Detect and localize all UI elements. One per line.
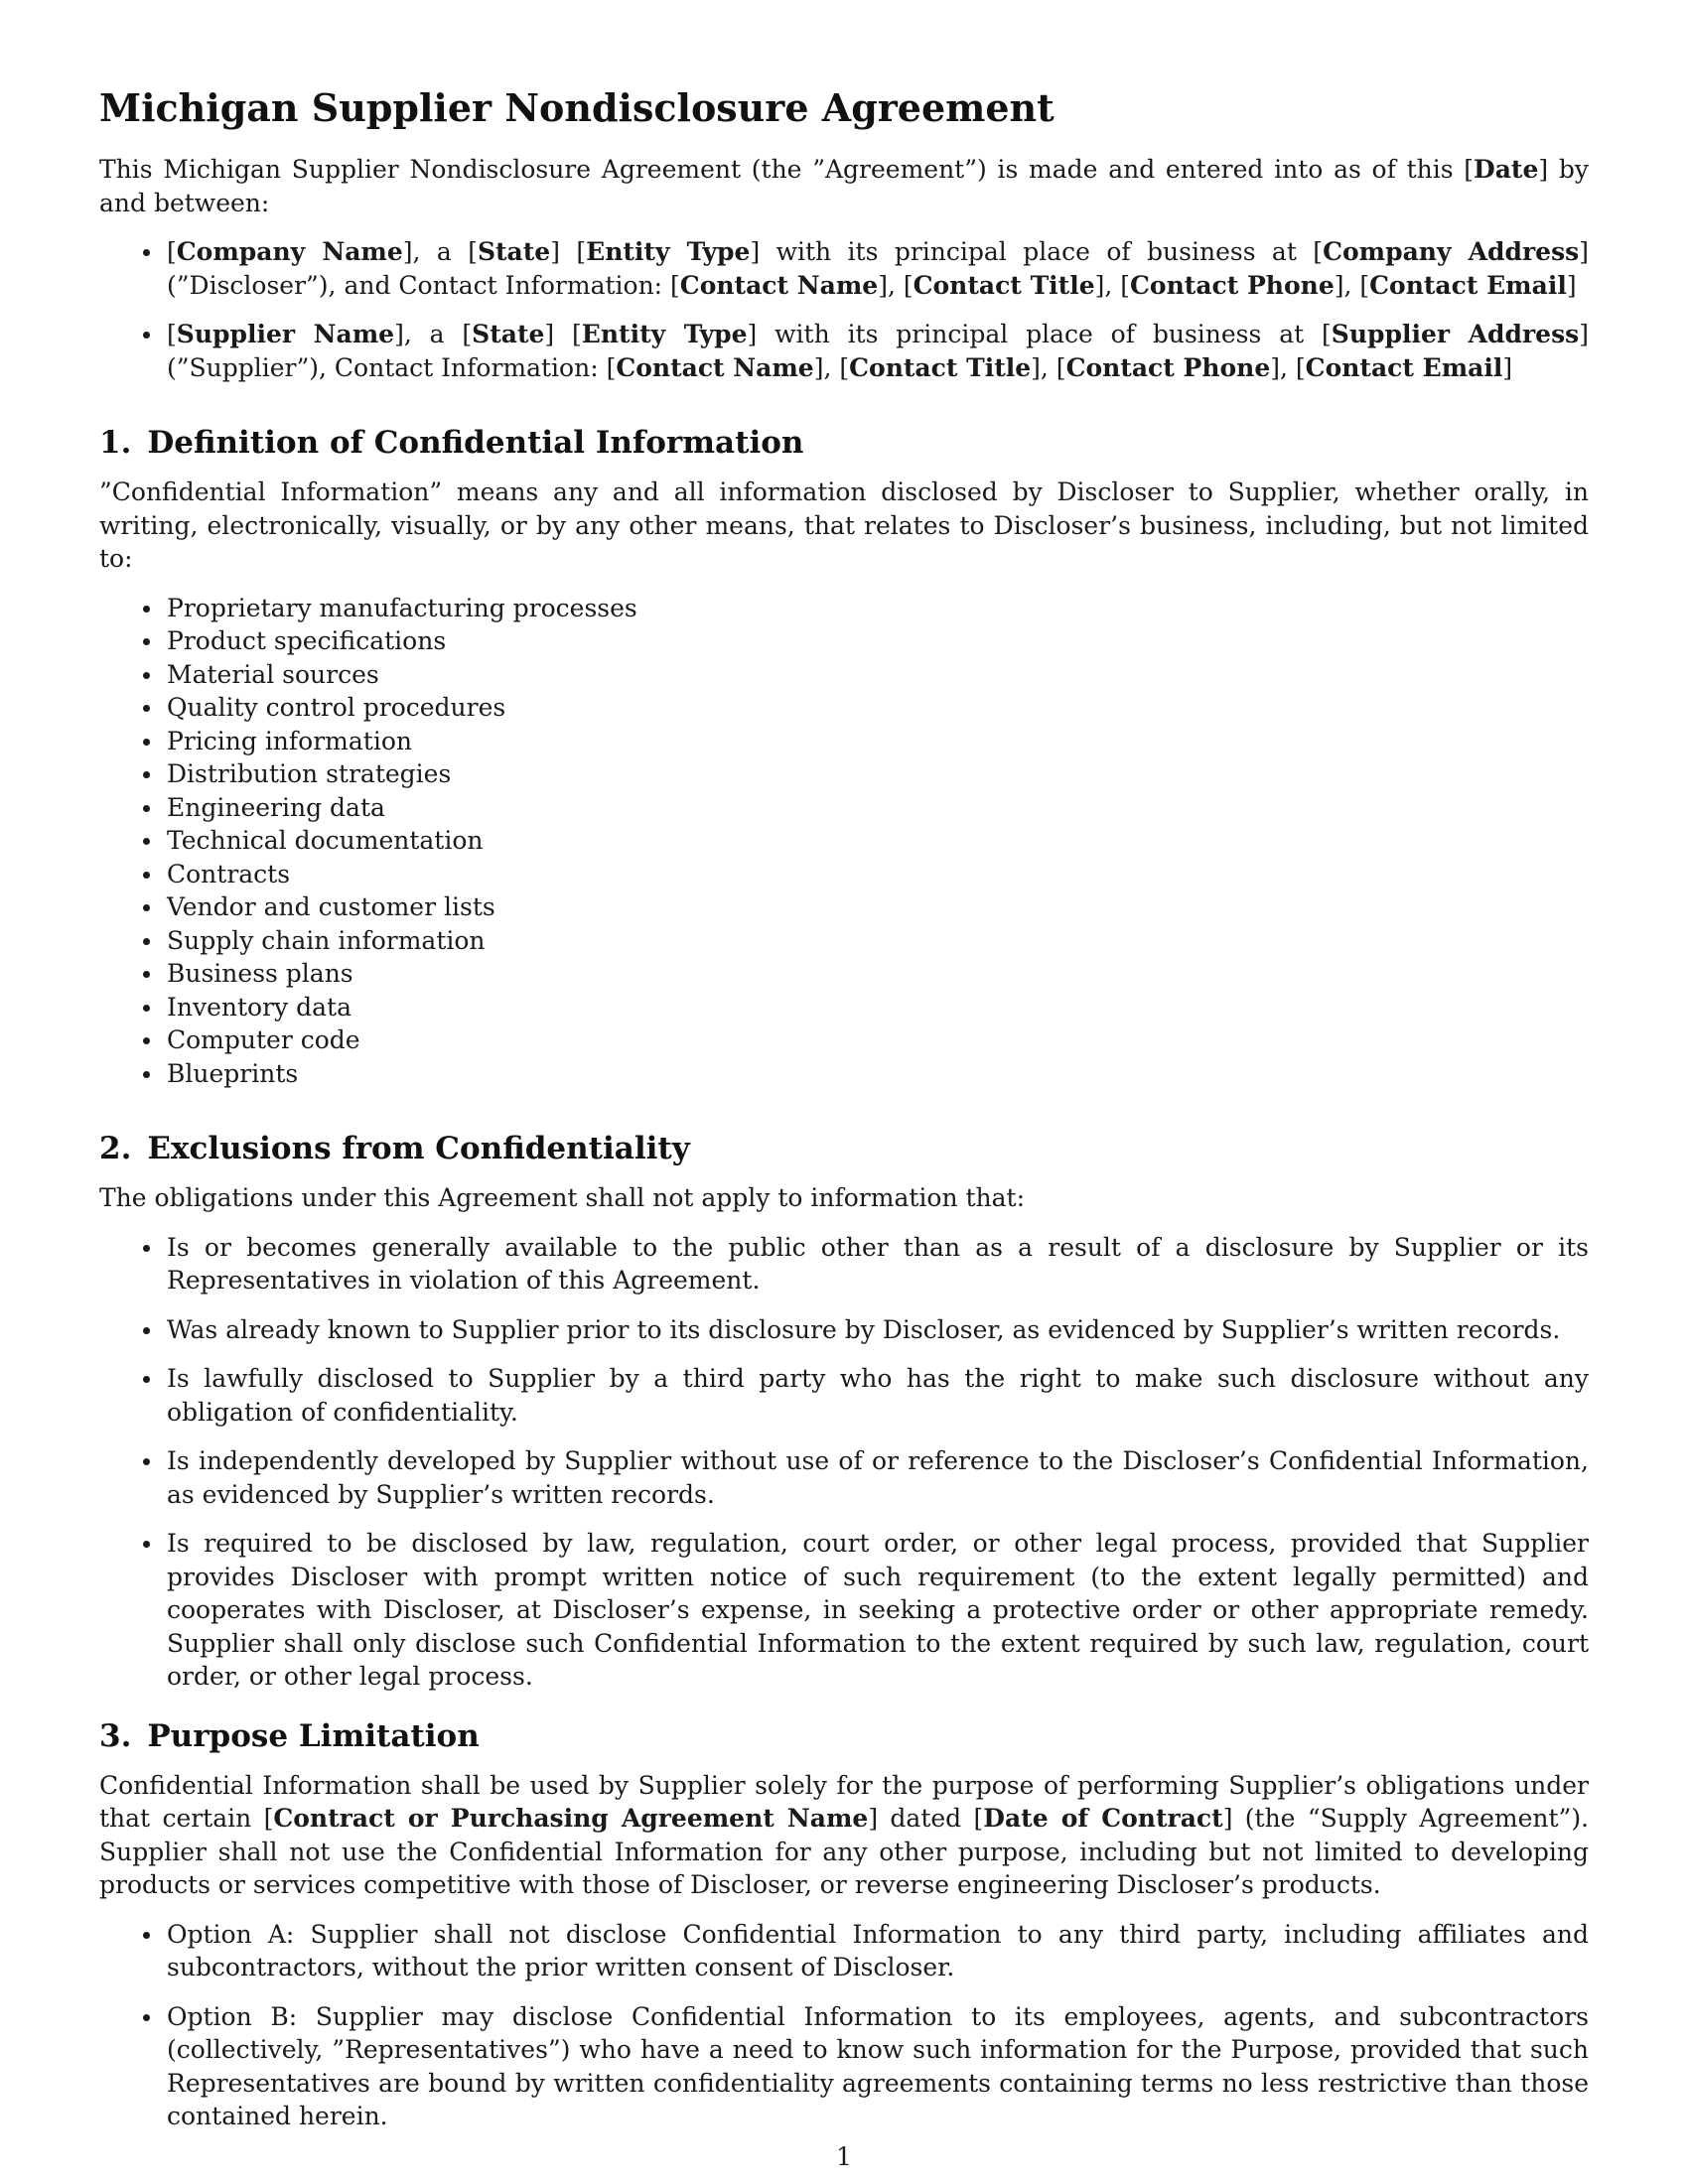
section-3-heading: 3. Purpose Limitation <box>99 1717 480 1754</box>
page-title: Michigan Supplier Nondisclosure Agreement <box>99 85 1055 130</box>
list-item: Distribution strategies <box>99 757 1589 791</box>
list-item: Business plans <box>99 957 1589 991</box>
list-item: Inventory data <box>99 991 1589 1024</box>
list-item: Pricing information <box>99 725 1589 758</box>
contract-name-placeholder: Contract or Purchasing Agreement Name <box>273 1804 869 1833</box>
section-2-heading: 2. Exclusions from Confidentiality <box>99 1131 690 1166</box>
list-item: Supply chain information <box>99 924 1589 958</box>
section-2-text: The obligations under this Agreement shall not apply to information that: <box>99 1183 1026 1212</box>
page-number: 1 <box>836 2142 852 2171</box>
section-3-text: Confidential Information shall be used by Supplier solely for the purpose of performing Supplier’s obligations under that certain [Contract or Purchasing Agreement Name] dated [Date of Contract] (the “Supply Agreement”). Supplier shall not use the Confidential Information for any other purpose, including but not limited to developing products or services competitive with those of Discloser, or reverse engineering Discloser’s products. <box>99 1770 1590 1899</box>
list-item: Technical documentation <box>99 824 1589 858</box>
list-item: Contracts <box>99 858 1589 891</box>
list-item: Material sources <box>99 658 1589 692</box>
list-item: Engineering data <box>99 791 1589 825</box>
list-item: Quality control procedures <box>99 691 1589 725</box>
list-item: Is independently developed by Supplier without use of or reference to the Discloser’s Confidential Information, as evidenced by Supplier’s written records. <box>99 1444 1589 1511</box>
parties-list <box>99 235 1589 384</box>
options-list <box>99 1918 1589 2133</box>
list-item: Proprietary manufacturing processes <box>99 592 1589 625</box>
list-item: Is or becomes generally available to the public other than as a result of a disclosure by Supplier or its Representatives in violation of this Agreement. <box>99 1231 1589 1297</box>
list-item: Product specifications <box>99 624 1589 658</box>
date-placeholder: Date <box>1474 155 1539 184</box>
contract-date-placeholder: Date of Contract <box>983 1804 1223 1833</box>
list-item: Is lawfully disclosed to Supplier by a third party who has the right to make such disclosure without any obligation of confidentiality. <box>99 1362 1589 1429</box>
list-item: Was already known to Supplier prior to its disclosure by Discloser, as evidenced by Supplier’s written records. <box>99 1313 1589 1347</box>
list-item: Option A: Supplier shall not disclose Confidential Information to any third party, including affiliates and subcontractors, without the prior written consent of Discloser. <box>99 1918 1589 1984</box>
confidential-info-list <box>99 592 1589 1091</box>
list-item: Option B: Supplier may disclose Confidential Information to its employees, agents, and subcontractors (collectively, ”Representatives”) who have a need to know such information for the Purpose, provided that such Representatives are bound by written confidentiality agreements containing terms no less restrictive than those contained herein. <box>99 2000 1589 2133</box>
list-item: Is required to be disclosed by law, regulation, court order, or other legal process, provided that Supplier provides Discloser with prompt written notice of such requirement (to the extent legally permitted) and cooperates with Discloser, at Discloser’s expense, in seeking a protective order or other appropriate remedy. Supplier shall only disclose such Confidential Information to the extent required by such law, regulation, court order, or other legal process. <box>99 1527 1589 1694</box>
section-1-heading: 1. Definition of Confidential Information <box>99 425 804 461</box>
intro-paragraph: This Michigan Supplier Nondisclosure Agreement (the ”Agreement”) is made and entered into as of this [Date] by and between: <box>99 155 1590 217</box>
list-item: Computer code <box>99 1024 1589 1057</box>
list-item: Vendor and customer lists <box>99 890 1589 924</box>
section-1-text: ”Confidential Information” means any and all information disclosed by Discloser to Supplier, whether orally, in writing, electronically, visually, or by any other means, that relates to Discloser’s business, including, but not limited to: <box>99 478 1589 573</box>
party-supplier: [Supplier Name], a [State] [Entity Type] with its principal place of business at [Supplier Address] (”Supplier”), Contact Information: [Contact Name], [Contact Title], [Contact Phone], [Contact Email] <box>99 318 1589 384</box>
party-discloser: [Company Name], a [State] [Entity Type] with its principal place of business at [Company Address] (”Discloser”), and Contact Information: [Contact Name], [Contact Title], [Contact Phone], [Contact Email] <box>99 235 1589 302</box>
document-body <box>99 85 1589 2149</box>
list-item: Blueprints <box>99 1057 1589 1091</box>
exclusions-list <box>99 1231 1589 1694</box>
